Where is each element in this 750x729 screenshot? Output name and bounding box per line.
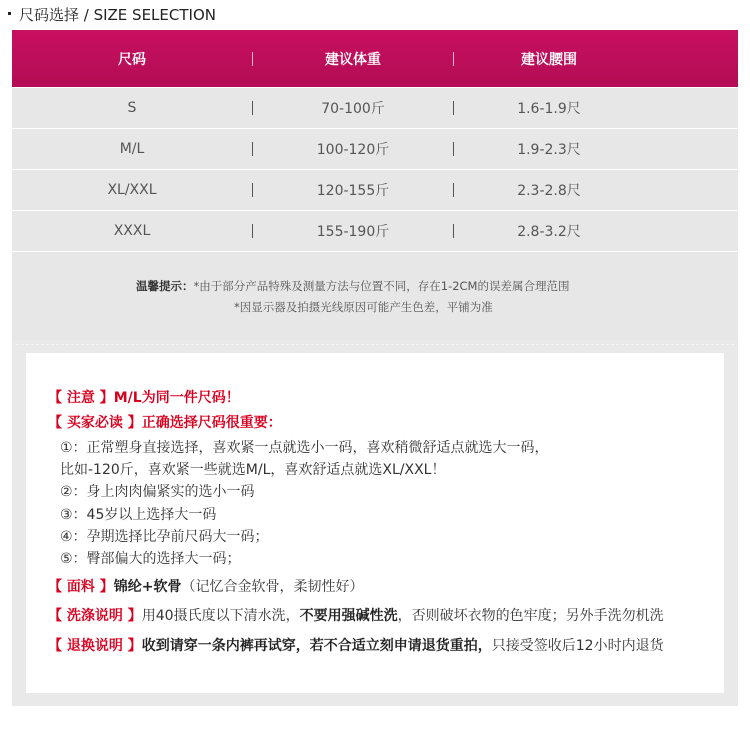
section-title xyxy=(8,4,216,25)
bullet-dot xyxy=(8,12,11,15)
care-instructions-panel xyxy=(12,340,738,706)
header-weight: 建议体重 xyxy=(325,51,381,68)
header-divider xyxy=(453,52,454,66)
header-size: 尺码 xyxy=(118,51,146,68)
tip-item: ③：45岁以上选择大一码 xyxy=(60,507,217,523)
tip-item: ⑤：臀部偏大的选择大一码； xyxy=(60,551,241,567)
fabric-line xyxy=(48,576,363,596)
size-table xyxy=(12,30,738,341)
table-row xyxy=(12,128,738,169)
tip-line-1 xyxy=(136,278,569,294)
tip-text-1: *由于部分产品特殊及测量方法与位置不同，存在1-2CM的误差属合理范围 xyxy=(193,279,570,293)
care-content xyxy=(26,353,724,693)
tip-box xyxy=(12,251,738,341)
cell-size: S xyxy=(127,100,137,116)
cell-weight: 100-120斤 xyxy=(316,142,390,158)
tip-line-2: *因显示器及拍摄光线原因可能产生色差，平铺为准 xyxy=(234,300,493,314)
attention-text: M/L为同一件尺码！ xyxy=(113,390,240,406)
tip-label: 温馨提示： xyxy=(136,279,194,293)
wash-text-2: ，否则破坏衣物的色牢度；另外手洗勿机洗 xyxy=(397,608,664,624)
wash-line xyxy=(48,605,664,625)
fabric-note: （记忆合金软骨，柔韧性好） xyxy=(181,579,364,595)
cell-waist: 1.6-1.9尺 xyxy=(517,101,581,117)
cell-size: M/L xyxy=(119,141,145,157)
return-line xyxy=(48,635,664,655)
must-read-text: 正确选择尺码很重要： xyxy=(141,415,282,431)
dashed-border xyxy=(16,344,734,345)
cell-size: XL/XXL xyxy=(107,182,157,198)
header-divider xyxy=(252,52,253,66)
attention-line xyxy=(48,387,240,407)
wash-tag: 【 洗涤说明 】 xyxy=(48,608,142,624)
tip-item: ①：正常塑身直接选择，喜欢紧一点就选小一码，喜欢稍微舒适点就选大一码， xyxy=(60,440,549,456)
return-tag: 【 退换说明 】 xyxy=(48,638,142,654)
section-title-text: 尺码选择 / SIZE SELECTION xyxy=(19,6,216,24)
cell-size: XXXL xyxy=(113,223,151,239)
table-header xyxy=(12,30,738,87)
return-limit: 只接受签收后12小时内退货 xyxy=(491,638,664,654)
header-waist: 建议腰围 xyxy=(521,51,577,68)
wash-warning: 不要用强碱性洗 xyxy=(299,608,398,624)
wash-text-1: 用40摄氏度以下清水洗， xyxy=(141,608,300,624)
fabric-tag: 【 面料 】 xyxy=(48,579,114,595)
fabric-material: 锦纶+软骨 xyxy=(113,579,182,595)
cell-weight: 155-190斤 xyxy=(316,224,390,240)
tip-item: ④：孕期选择比孕前尺码大一码； xyxy=(60,529,269,545)
table-row xyxy=(12,87,738,128)
cell-weight: 120-155斤 xyxy=(316,183,390,199)
attention-tag: 【 注意 】 xyxy=(48,390,114,406)
return-rule: 收到请穿一条内裤再试穿，若不合适立刻申请退货重拍， xyxy=(141,638,492,654)
table-row xyxy=(12,169,738,210)
must-read-line xyxy=(48,412,282,432)
tip-item: 比如-120斤，喜欢紧一些就选M/L，喜欢舒适点就选XL/XXL！ xyxy=(60,462,446,478)
tip-item: ②：身上肉肉偏紧实的选小一码 xyxy=(60,484,255,500)
cell-weight: 70-100斤 xyxy=(321,101,385,117)
table-row xyxy=(12,210,738,251)
cell-waist: 2.3-2.8尺 xyxy=(517,183,581,199)
cell-waist: 1.9-2.3尺 xyxy=(517,142,581,158)
must-read-tag: 【 买家必读 】 xyxy=(48,415,142,431)
cell-waist: 2.8-3.2尺 xyxy=(517,224,581,240)
